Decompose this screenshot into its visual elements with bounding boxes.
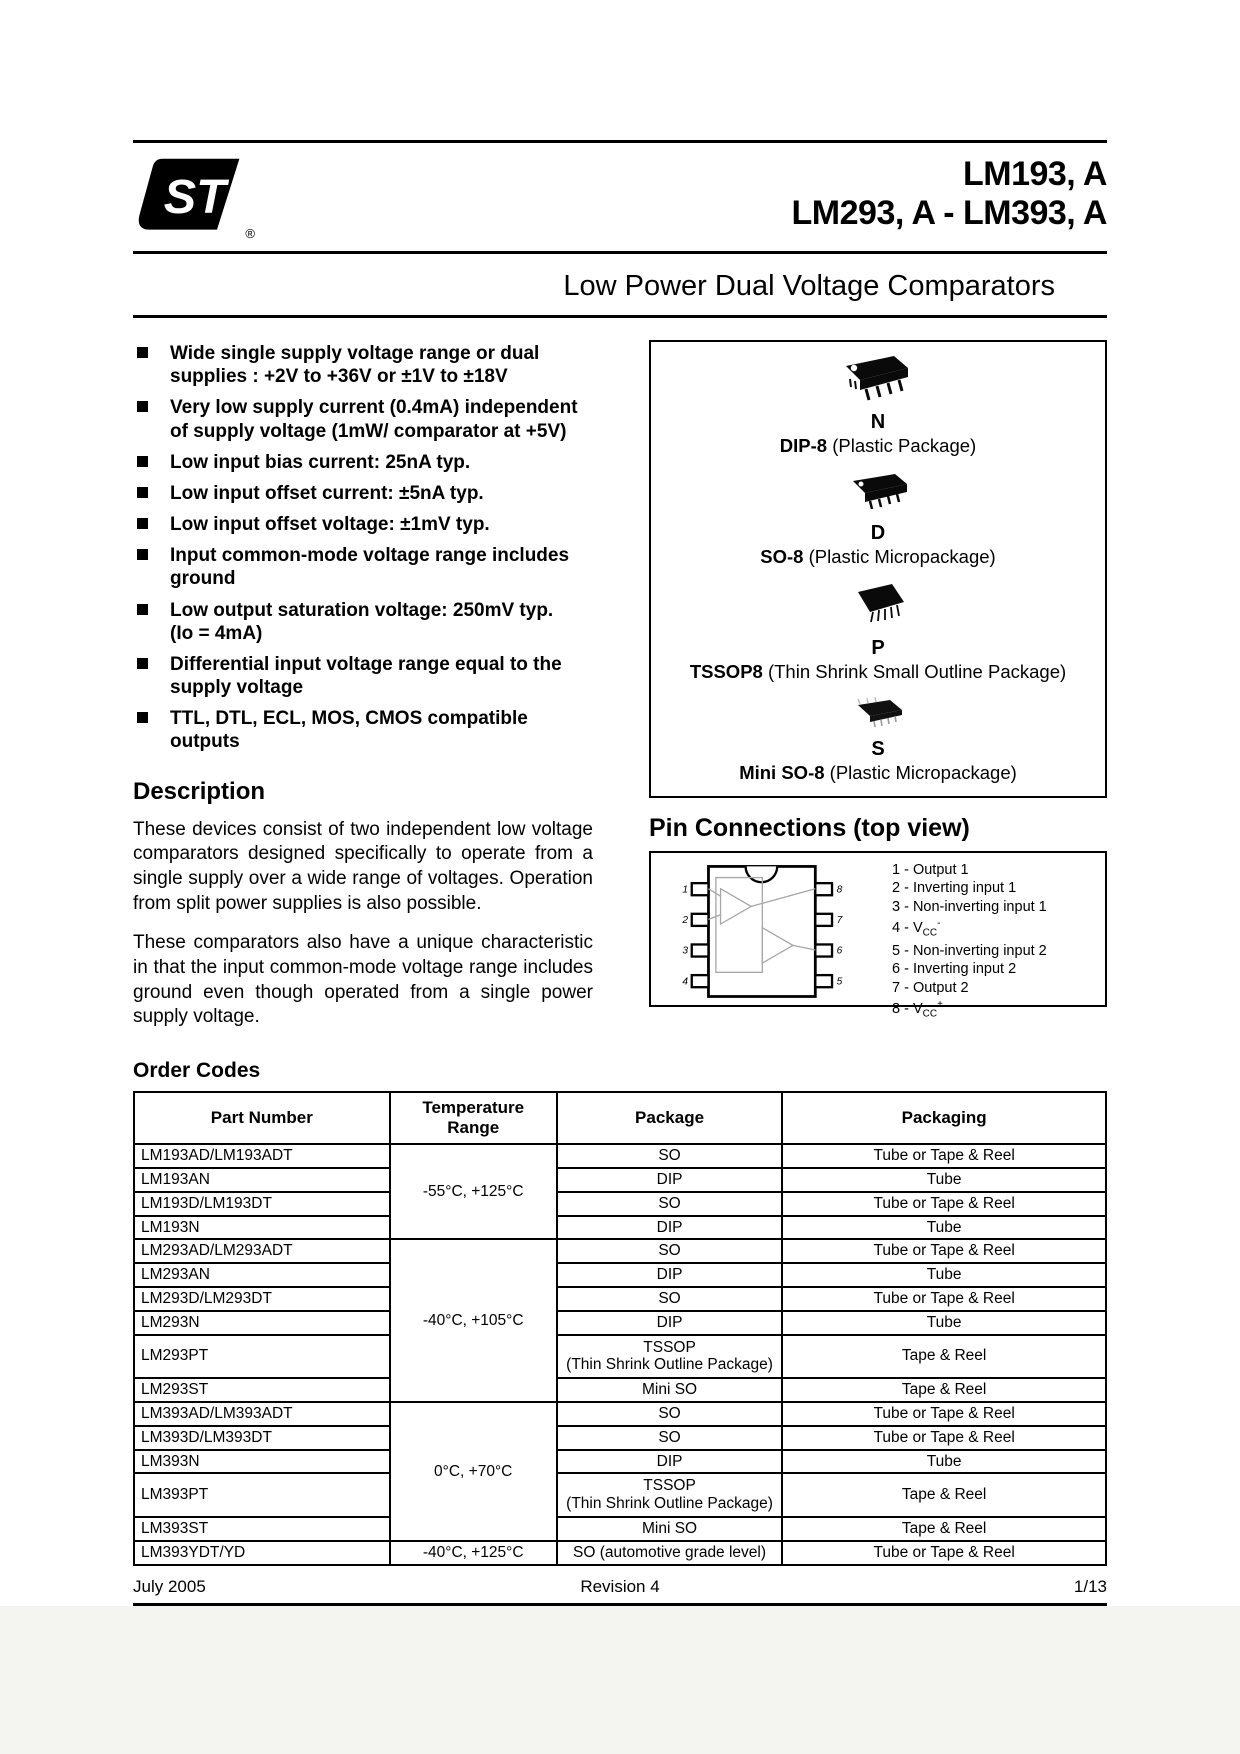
package-desc: (Plastic Package)	[827, 435, 977, 456]
package-name: Mini SO-8	[739, 762, 825, 783]
square-bullet-icon	[137, 549, 148, 560]
column-header-part-number: Part Number	[134, 1092, 390, 1144]
package-item-dip8	[657, 352, 1099, 457]
package-item-miniso8	[657, 695, 1099, 784]
package-name-line	[657, 661, 1099, 683]
part-number-cell: LM293D/LM293DT	[134, 1287, 390, 1311]
packaging-cell: Tube or Tape & Reel	[782, 1239, 1106, 1263]
footer-date: July 2005	[133, 1576, 206, 1596]
pin-connections-panel	[649, 851, 1107, 1020]
pin-connections-heading: Pin Connections (top view)	[649, 814, 970, 842]
tssop8-package-image	[842, 580, 914, 630]
packaging-cell: Tube or Tape & Reel	[782, 1192, 1106, 1216]
package-name-line	[657, 435, 1099, 457]
part-number-cell: LM193D/LM193DT	[134, 1192, 390, 1216]
package-cell: DIP	[557, 1216, 783, 1240]
feature-text: Very low supply current (0.4mA) independent of supply voltage (1mW/ comparator at +5V)	[170, 397, 578, 442]
package-cell: SO	[557, 1192, 783, 1216]
table-row	[134, 1216, 1106, 1240]
feature-text: Low input offset current: ±5nA typ.	[170, 482, 484, 504]
packaging-cell: Tape & Reel	[782, 1335, 1106, 1379]
packaging-cell: Tube or Tape & Reel	[782, 1541, 1106, 1565]
table-row	[134, 1311, 1106, 1335]
package-code: S	[871, 738, 885, 760]
header	[133, 143, 1107, 251]
package-cell: SO	[557, 1239, 783, 1263]
packages-panel	[649, 340, 1107, 798]
bottom-margin-band	[0, 1606, 1240, 1754]
square-bullet-icon	[137, 456, 148, 467]
feature-text: Low input offset voltage: ±1mV typ.	[170, 514, 490, 536]
description-paragraph-1: These devices consist of two independent low voltage comparators designed specifically to operate from a single supply over a wide range of voltages. Operation from split power supplies is also possible.	[133, 818, 593, 914]
part-number-cell: LM393ST	[134, 1517, 390, 1541]
part-number-cell: LM193AD/LM193ADT	[134, 1144, 390, 1168]
table-row	[134, 1335, 1106, 1379]
table-row	[134, 1402, 1106, 1426]
pin-item: 1 - Output 1	[892, 862, 969, 878]
package-desc: (Thin Shrink Small Outline Package)	[762, 661, 1067, 682]
packaging-cell: Tube	[782, 1216, 1106, 1240]
packaging-cell: Tube or Tape & Reel	[782, 1426, 1106, 1450]
feature-text: TTL, DTL, ECL, MOS, CMOS compatible outputs	[170, 708, 528, 753]
package-name-line	[657, 546, 1099, 568]
package-cell: DIP	[557, 1311, 783, 1335]
package-cell: SO	[557, 1144, 783, 1168]
pin-number: 3	[682, 945, 689, 957]
package-cell: SO (automotive grade level)	[557, 1541, 783, 1565]
package-cell: DIP	[557, 1450, 783, 1474]
part-number-cell: LM193N	[134, 1216, 390, 1240]
part-number-cell: LM293AN	[134, 1263, 390, 1287]
square-bullet-icon	[137, 347, 148, 358]
package-code: D	[870, 522, 886, 544]
pin-item: 6 - Inverting input 2	[892, 961, 1017, 978]
packaging-cell: Tape & Reel	[782, 1473, 1106, 1517]
square-bullet-icon	[137, 712, 148, 723]
pin-number: 2	[682, 915, 689, 927]
pin-item: 3 - Non-inverting input 1	[892, 898, 1047, 915]
square-bullet-icon	[137, 658, 148, 669]
package-cell: Mini SO	[557, 1517, 783, 1541]
feature-text: Low output saturation voltage: 250mV typ. (Io = 4mA)	[170, 599, 554, 644]
packaging-cell: Tape & Reel	[782, 1378, 1106, 1402]
package-cell: SO	[557, 1426, 783, 1450]
package-cell: SO	[557, 1287, 783, 1311]
table-row	[134, 1144, 1106, 1168]
package-cell: DIP	[557, 1168, 783, 1192]
page-footer	[133, 1577, 1107, 1597]
pin-number: 8	[836, 884, 843, 896]
part-number-cell: LM393N	[134, 1450, 390, 1474]
package-cell: SO	[557, 1402, 783, 1426]
footer-page-number: 1/13	[1073, 1576, 1108, 1596]
left-column	[133, 340, 611, 1045]
st-logo	[133, 155, 253, 243]
table-row	[134, 1239, 1106, 1263]
st-logo-text: ST	[163, 169, 226, 224]
part-number-cell: LM393D/LM393DT	[134, 1426, 390, 1450]
packaging-cell: Tube or Tape & Reel	[782, 1144, 1106, 1168]
package-item-tssop8	[657, 580, 1099, 683]
packaging-cell: Tube	[782, 1450, 1106, 1474]
temperature-cell: -55°C, +125°C	[390, 1144, 557, 1239]
square-bullet-icon	[137, 604, 148, 615]
so8-package-image	[843, 469, 913, 515]
title-line-2: LM293, A - LM393, A	[791, 193, 1107, 232]
description-heading: Description	[133, 777, 266, 805]
package-item-so8	[657, 469, 1099, 568]
feature-text: Low input bias current: 25nA typ.	[170, 451, 471, 473]
package-code: N	[870, 411, 886, 433]
table-row	[134, 1426, 1106, 1450]
pin-number: 5	[836, 976, 843, 988]
part-number-cell: LM293N	[134, 1311, 390, 1335]
table-header-row	[134, 1092, 1106, 1144]
pin-number: 7	[836, 915, 843, 927]
miniso8-package-image	[846, 695, 910, 731]
column-header-packaging: Packaging	[782, 1092, 1106, 1144]
packaging-cell: Tube	[782, 1311, 1106, 1335]
packaging-cell: Tube	[782, 1168, 1106, 1192]
page-title	[792, 155, 1107, 233]
feature-item	[133, 482, 611, 505]
main-columns	[133, 340, 1107, 1045]
pin-number: 4	[682, 976, 689, 988]
package-name: SO-8	[760, 546, 804, 567]
package-desc: (Plastic Micropackage)	[803, 546, 996, 567]
feature-item	[133, 396, 611, 442]
column-header-temperature-range: Temperature Range	[390, 1092, 557, 1144]
right-column	[649, 340, 1107, 1045]
table-row	[134, 1517, 1106, 1541]
table-row	[134, 1541, 1106, 1565]
table-row	[134, 1378, 1106, 1402]
pin-number: 1	[682, 884, 689, 896]
footer-revision: Revision 4	[580, 1576, 660, 1596]
column-header-package: Package	[557, 1092, 783, 1144]
feature-item	[133, 544, 611, 590]
part-number-cell: LM293AD/LM293ADT	[134, 1239, 390, 1263]
package-cell: TSSOP (Thin Shrink Outline Package)	[557, 1473, 783, 1517]
part-number-cell: LM393PT	[134, 1473, 390, 1517]
subtitle-rule	[133, 315, 1107, 318]
part-number-cell: LM393YDT/YD	[134, 1541, 390, 1565]
feature-item	[133, 342, 611, 388]
part-number-cell: LM193AN	[134, 1168, 390, 1192]
order-codes-heading: Order Codes	[133, 1059, 261, 1083]
pin-item: 7 - Output 2	[892, 979, 969, 996]
temperature-cell: -40°C, +125°C	[390, 1541, 557, 1565]
square-bullet-icon	[137, 487, 148, 498]
order-codes-table	[133, 1091, 1107, 1566]
pin-item: 5 - Non-inverting input 2	[892, 943, 1047, 960]
pin-item: $4 - V_{CC}^-$	[892, 917, 941, 939]
st-logo-image	[133, 155, 245, 239]
pin-list	[892, 861, 1047, 1023]
package-desc: (Plastic Micropackage)	[824, 762, 1017, 783]
packaging-cell: Tube or Tape & Reel	[782, 1287, 1106, 1311]
part-number-cell: LM393AD/LM393ADT	[134, 1402, 390, 1426]
pin-diagram	[661, 859, 886, 1003]
package-name: DIP-8	[779, 435, 828, 456]
feature-item	[133, 707, 611, 753]
packaging-cell: Tube	[782, 1263, 1106, 1287]
description-paragraph-2: These comparators also have a unique characteristic in that the input common-mode voltage range includes ground even though operated from a single power supply voltage.	[133, 932, 593, 1028]
package-cell: Mini SO	[557, 1378, 783, 1402]
table-row	[134, 1473, 1106, 1517]
temperature-cell: -40°C, +105°C	[390, 1239, 557, 1402]
package-cell: TSSOP (Thin Shrink Outline Package)	[557, 1335, 783, 1379]
table-row	[134, 1287, 1106, 1311]
pin-number: 6	[836, 945, 843, 957]
packaging-cell: Tape & Reel	[782, 1517, 1106, 1541]
package-code: P	[871, 637, 885, 659]
features-list	[133, 342, 611, 754]
feature-text: Differential input voltage range equal to the supply voltage	[170, 653, 562, 699]
feature-item	[133, 513, 611, 536]
part-number-cell: LM293ST	[134, 1378, 390, 1402]
package-cell: DIP	[557, 1263, 783, 1287]
feature-item	[133, 653, 611, 699]
title-line-1: LM193, A	[962, 155, 1107, 193]
feature-item	[133, 451, 611, 474]
feature-item	[133, 599, 611, 645]
feature-text: Input common-mode voltage range includes ground	[170, 545, 570, 590]
package-name: TSSOP8	[689, 661, 763, 682]
dip8-package-image	[838, 352, 918, 404]
registered-mark: ®	[245, 226, 255, 241]
table-row	[134, 1450, 1106, 1474]
packaging-cell: Tube or Tape & Reel	[782, 1402, 1106, 1426]
pin-item: 2 - Inverting input 1	[892, 880, 1017, 897]
pin-item: $8 - V_{CC}^+$	[892, 998, 943, 1020]
package-name-line	[657, 762, 1099, 784]
table-row	[134, 1263, 1106, 1287]
temperature-cell: 0°C, +70°C	[390, 1402, 557, 1541]
table-row	[134, 1168, 1106, 1192]
document-subtitle: Low Power Dual Voltage Comparators	[563, 270, 1055, 302]
feature-text: Wide single supply voltage range or dual supplies : +2V to +36V or ±1V to ±18V	[170, 343, 540, 388]
square-bullet-icon	[137, 518, 148, 529]
part-number-cell: LM293PT	[134, 1335, 390, 1379]
table-row	[134, 1192, 1106, 1216]
square-bullet-icon	[137, 401, 148, 412]
